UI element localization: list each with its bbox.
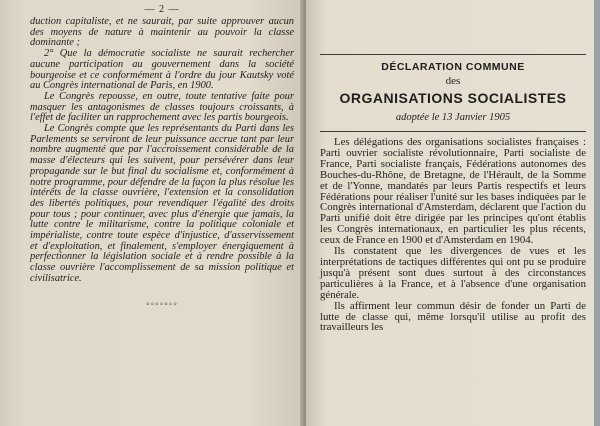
left-paragraph-2: 2° Que la démocratie socialiste ne saurait rechercher aucune participation au gouvernement dans la société bourgeoise et ce conformément à l'ordre du jour Kautsky voté au Congrès international de Paris, en 1900.	[30, 48, 294, 92]
page-number: — 2 —	[144, 4, 180, 15]
right-paragraph-3: Ils affirment leur commun désir de fonder un Parti de lutte de classe qui, même lorsqu'il utilise au profit des travailleurs les	[320, 299, 586, 334]
organisations-title: ORGANISATIONS SOCIALISTES	[339, 90, 567, 106]
left-paragraph-4: Le Congrès compte que les représentants du Parti dans les Parlements se serviront de leur puissance accrue tant par leur nombre augmenté que par l'accroissement considérable de la masse d'électeurs qui les suivent, pour persévérer dans leur propagande sur le but final du socialisme et, conformément à notre programme, pour défendre de la façon la plus résolue les intérêts de la classe ouvrière, l'extension et la consolidation des libertés politiques, pour revendiquer l'égalité des droits pour tous ; pour continuer, avec plus d'énergie que jamais, la lutte contre le militarisme, contre la politique coloniale et impérialiste, contre toute espèce d'injustice, d'asservissement et d'exploitation, et finalement, s'employer énergiquement à perfectionner la législation sociale et à rendre possible à la classe ouvrière l'accomplissement de sa mission politique et civilisatrice.	[30, 123, 294, 284]
right-page	[306, 0, 594, 426]
declaration-title: DÉCLARATION COMMUNE	[381, 61, 525, 73]
left-paragraph-1: duction capitaliste, et ne saurait, par suite approuver aucun des moyens de nature à maintenir au pouvoir la classe dominante ;	[30, 16, 294, 49]
right-paragraph-2: Ils constatent que les divergences de vues et les interprétations de tactiques différentes qui ont pu se produire jusqu'à présent sont dues surtout à des circonstances particulières à la France, et à l'absence d'une organisation générale.	[320, 245, 586, 301]
left-paragraph-3: Le Congrès repousse, en outre, toute tentative faite pour masquer les antagonismes de classes toujours croissants, à l'effet de faciliter un rapprochement avec les partis bourgeois.	[30, 90, 294, 124]
heading-des: des	[445, 75, 461, 87]
adoption-date: adoptée le 13 Janvier 1905	[395, 112, 511, 123]
heading-rule	[320, 131, 586, 132]
end-ornament: ◦◦◦◦◦◦◦	[146, 298, 178, 310]
top-rule	[320, 54, 586, 55]
right-paragraph-1: Les délégations des organisations socialistes françaises : Parti ouvrier socialiste révolutionnaire, Parti socialiste de France, Parti socialiste français, Fédérations autonomes des Bouches-du-Rhône, de Bretagne, de l'Hérault, de la Somme et de l'Yonne, mandatés par leurs Partis respectifs et leurs Fédérations pour réaliser l'unité sur les bases indiquées par le Congrès international d'Amsterdam, déclarent que l'action du Parti unifié doit être dirigée par les principes qu'ont établis les Congrès internationaux, en particulier les plus récents, ceux de France en 1900 et d'Amsterdam en 1904.	[320, 136, 586, 247]
